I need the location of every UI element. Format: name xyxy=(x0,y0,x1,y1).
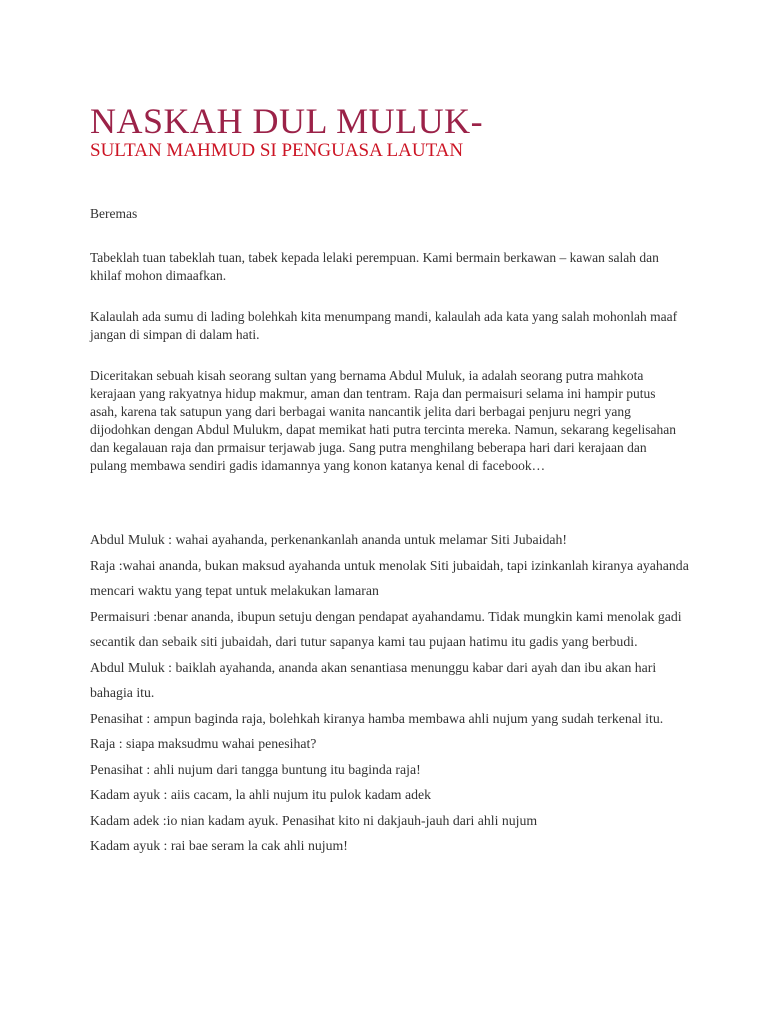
paragraph: Tabeklah tuan tabeklah tuan, tabek kepada lelaki perempuan. Kami bermain berkawan – kawan salah dan khilaf mohon dimaafkan. xyxy=(90,250,659,283)
dialogue-line: Abdul Muluk : baiklah ayahanda, ananda akan senantiasa menunggu kabar dari ayah dan ibu akan hari bahagia itu. xyxy=(90,659,657,700)
dialogue-line: Penasihat : ahli nujum dari tangga buntung itu baginda raja! xyxy=(90,761,421,777)
dialogue-line: Kadam adek :io nian kadam ayuk. Penasihat kito ni dakjauh-jauh dari ahli nujum xyxy=(90,812,538,828)
dialogue-line: Raja :wahai ananda, bukan maksud ayahanda untuk menolak Siti jubaidah, tapi izinkanlah kiranya ayahanda mencari waktu yang tepat untuk melakukan lamaran xyxy=(90,557,689,598)
section-label: Beremas xyxy=(90,206,138,221)
document-subtitle: SULTAN MAHMUD SI PENGUASA LAUTAN xyxy=(90,140,464,161)
dialogue-line: Permaisuri :benar ananda, ibupun setuju dengan pendapat ayahandamu. Tidak mungkin kami menolak gadi secantik dan sebaik siti jubaidah, dari tutur sapanya kami tau pujaan hatimu itu gadis yang berbudi. xyxy=(90,608,682,649)
paragraph: Kalaulah ada sumu di lading bolehkah kita menumpang mandi, kalaulah ada kata yang salah mohonlah maaf jangan di simpan di dalam hati. xyxy=(90,309,678,342)
dialogue-line: Raja : siapa maksudmu wahai penesihat? xyxy=(90,736,317,751)
dialogue-line: Abdul Muluk : wahai ayahanda, perkenankanlah ananda untuk melamar Siti Jubaidah! xyxy=(90,532,567,547)
document-title: NASKAH DUL MULUK- xyxy=(90,101,484,141)
dialogue-line: Kadam ayuk : rai bae seram la cak ahli nujum! xyxy=(90,838,348,853)
paragraph: Diceritakan sebuah kisah seorang sultan yang bernama Abdul Muluk, ia adalah seorang putra mahkota kerajaan yang rakyatnya hidup makmur, aman dan tentram. Raja dan permaisuri selama ini hampir putus asah, karena tak satupun yang dari berbagai wanita nancantik jelita dari berbagai penjuru negri yang dijodohkan dengan Abdul Mulukm, dapat memikat hati putra tercinta mereka. Namun, sekarang kegelisahan dan kegalauan raja dan prmaisur terjawab juga. Sang putra menghilang beberapa hari dari kerajaan dan pulang membawa sendiri gadis idamannya yang konon katanya kenal di facebook… xyxy=(90,368,676,473)
dialogue-line: Kadam ayuk : aiis cacam, la ahli nujum itu pulok kadam adek xyxy=(90,787,431,802)
dialogue-block xyxy=(90,527,690,859)
dialogue-line: Penasihat : ampun baginda raja, bolehkah kiranya hamba membawa ahli nujum yang sudah terkenal itu. xyxy=(90,710,664,726)
